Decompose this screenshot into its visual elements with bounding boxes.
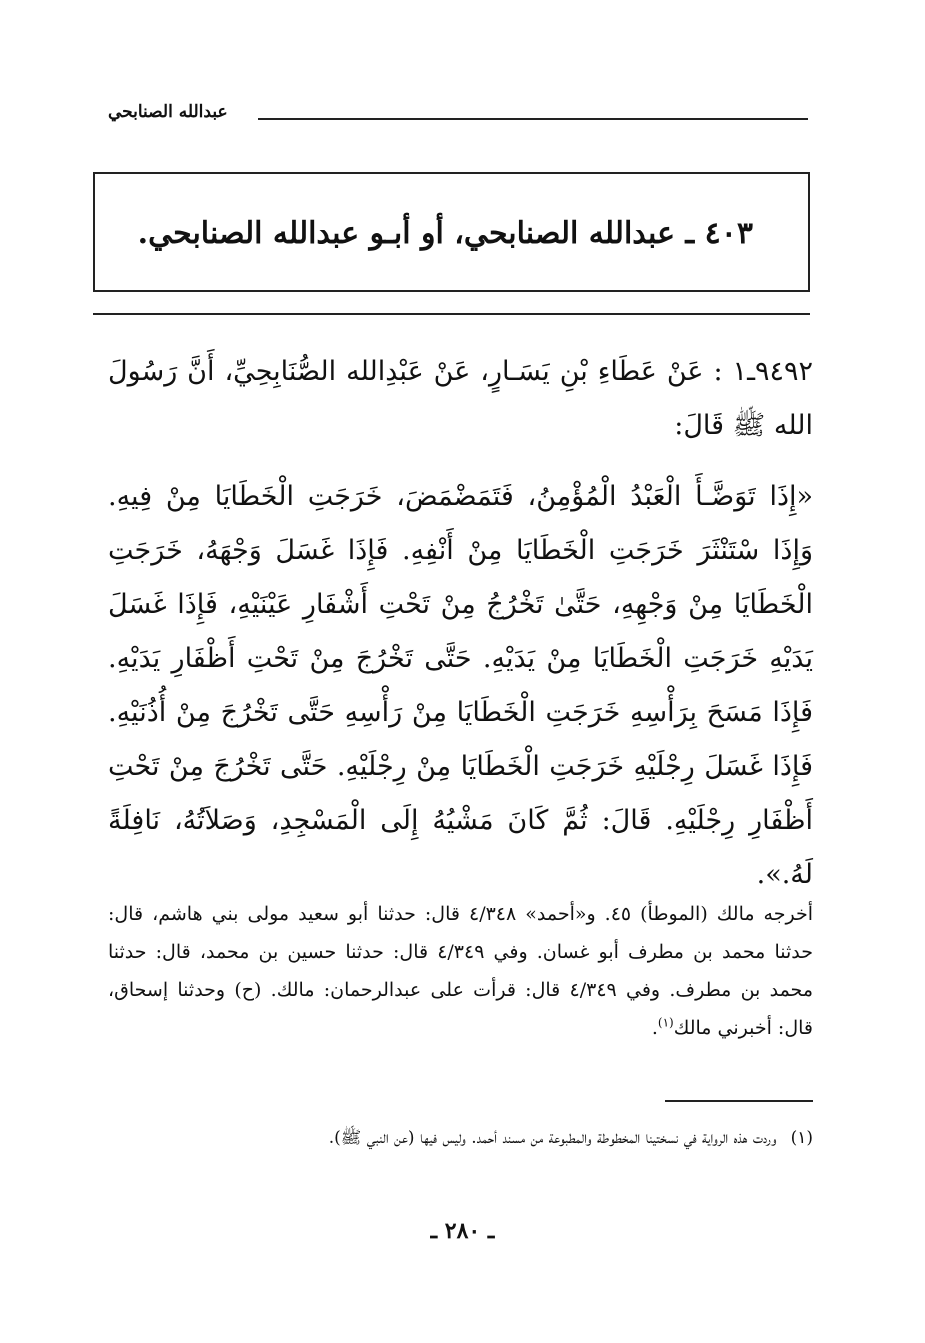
takhrij-text: أخرجه مالك (الموطأ) ٤٥. و«أحمد» ٤/٣٤٨ قال: حدثنا أبو سعيد مولى بني هاشم، قال: حدثنا محمد بن مطرف أبو غسان. وفي ٤/٣٤٩ قال: حدثنا حسين بن محمد، قال: حدثنا محمد بن مطرف. وفي ٤/٣٤٩ قال: قرأت على عبدالرحمان: مالك. (ح) وحدثنا إسحاق، قال: أخبرني مالك	[108, 903, 814, 1039]
chapter-title: ٤٠٣ ـ عبدالله الصنابحي، أو أبـو عبدالله الصنابحي.	[137, 216, 753, 251]
page-number: ـ ٢٨٠ ـ	[430, 1218, 495, 1244]
running-header-title: عبدالله الصنابحي	[108, 102, 228, 122]
takhrij-paragraph	[108, 895, 813, 1047]
running-header	[108, 100, 808, 130]
footnote	[108, 1120, 813, 1156]
footnote-separator	[665, 1100, 813, 1102]
hadith-isnad: ٩٤٩٢ـ١ : عَنْ عَطَاءِ بْنِ يَسَـارٍ، عَنْ عَبْدِالله الصُّنَابِحِيِّ، أَنَّ رَسُولَ الله ﷺ قَالَ:	[108, 356, 813, 441]
chapter-heading-box	[93, 172, 810, 292]
footnote-text: وردت هذه الرواية في نسختينا المخطوطة والمطبوعة من مسند أحمد. وليس فيها (عن النبي ﷺ).	[328, 1128, 777, 1148]
header-rule	[258, 118, 808, 120]
footnote-mark: (١)	[790, 1128, 813, 1148]
chapter-divider	[93, 313, 810, 315]
footnote-reference[interactable]: (١)	[657, 1015, 674, 1030]
takhrij-end: .	[651, 1017, 658, 1039]
hadith-matn: «إِذَا تَوَضَّـأَ الْعَبْدُ الْمُؤْمِنُ، فَتَمَضْمَضَ، خَرَجَتِ الْخَطَايَا مِنْ فِيهِ. وَإِذَا سْتَنْثَرَ خَرَجَتِ الْخَطَايَا مِنْ أَنْفِهِ. فَإِذَا غَسَلَ وَجْهَهُ، خَرَجَتِ الْخَطَايَا مِنْ وَجْهِهِ، حَتَّىٰ تَخْرُجُ مِنْ تَحْتِ أَشْفَارِ عَيْنَيْهِ، فَإِذَا غَسَلَ يَدَيْهِ خَرَجَتِ الْخَطَايَا مِنْ يَدَيْهِ. حَتَّى تَخْرُجَ مِنْ تَحْتِ أَظْفَارِ يَدَيْهِ. فَإِذَا مَسَحَ بِرَأْسِهِ خَرَجَتِ الْخَطَايَا مِنْ رَأْسِهِ حَتَّى تَخْرُجَ مِنْ أُذُنَيْهِ. فَإِذَا غَسَلَ رِجْلَيْهِ خَرَجَتِ الْخَطَايَا مِنْ رِجْلَيْهِ. حَتَّى تَخْرُجَ مِنْ تَحْتِ أَظْفَارِ رِجْلَيْهِ. قَالَ: ثُمَّ كَانَ مَشْيُهُ إِلَى الْمَسْجِدِ، وَصَلاَتُهُ، نَافِلَةً لَهُ.».	[108, 481, 813, 890]
